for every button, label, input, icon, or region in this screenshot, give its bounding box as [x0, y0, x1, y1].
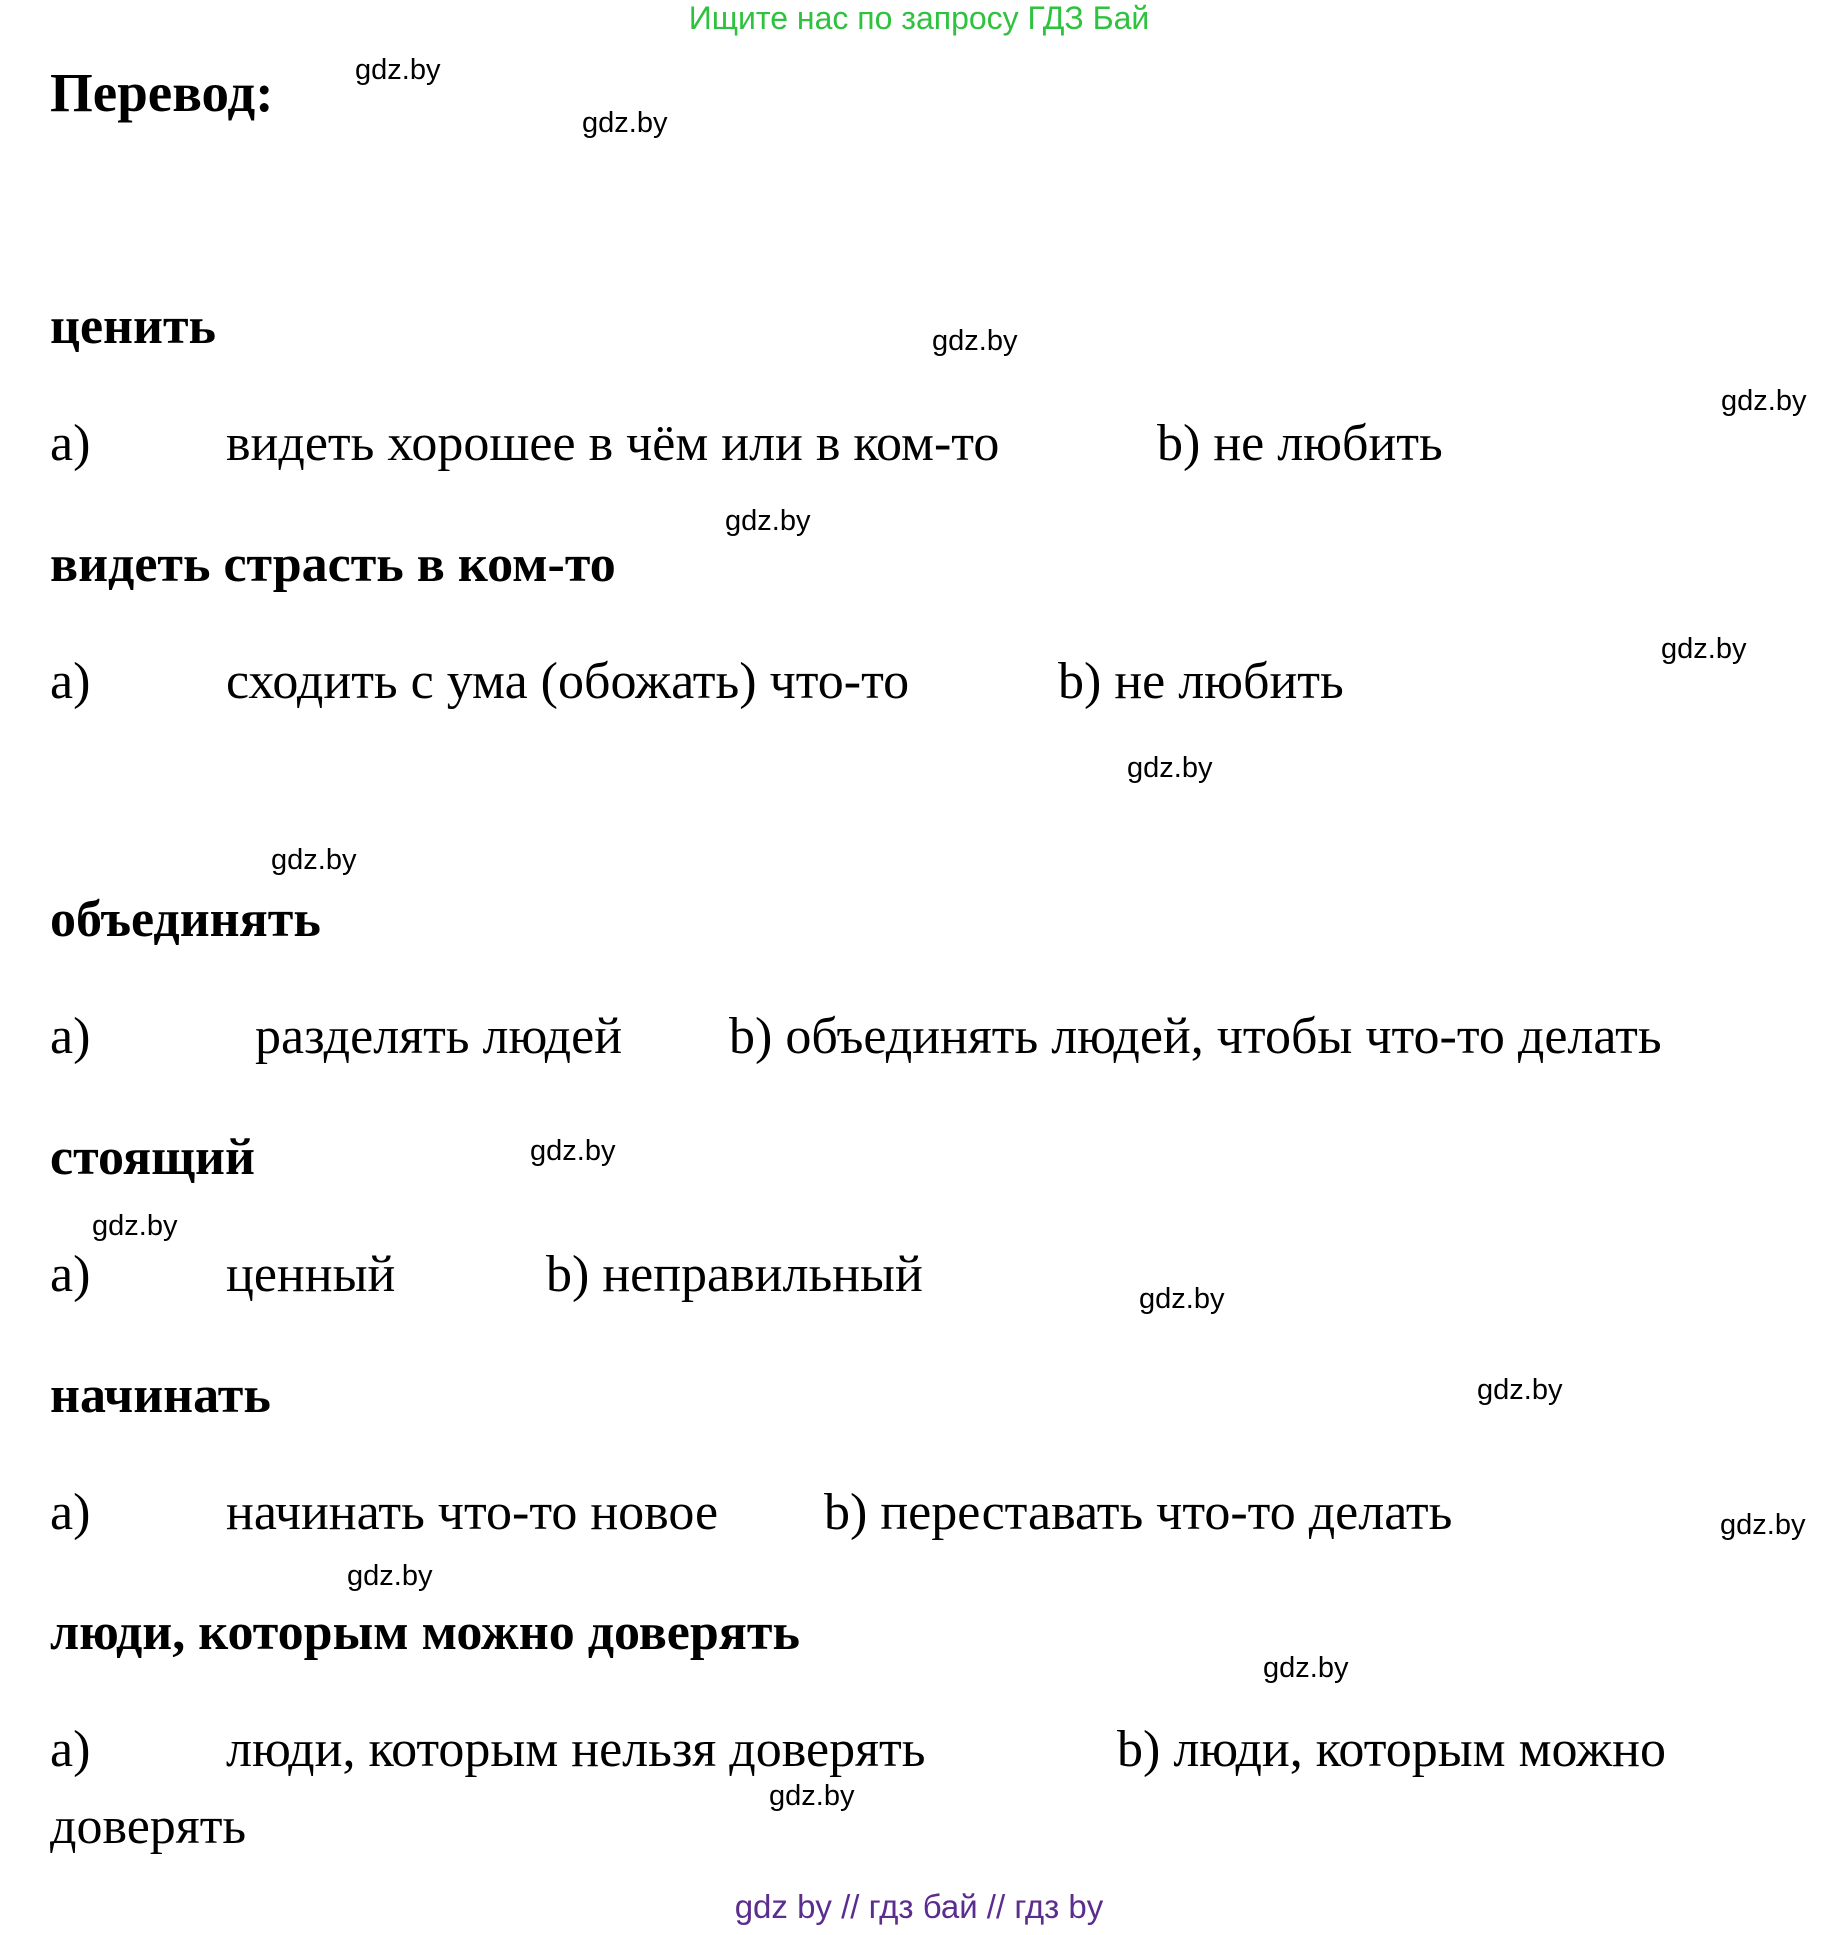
- option-b-text-5: b) переставать что-то делать: [824, 1484, 1453, 1541]
- watermark: gdz.by: [355, 54, 441, 86]
- option-b-continuation-6: доверять: [50, 1798, 247, 1855]
- term-1: ценить: [50, 298, 217, 355]
- watermark: gdz.by: [725, 505, 811, 537]
- watermark: gdz.by: [932, 325, 1018, 357]
- option-a-label-2: a): [50, 653, 91, 710]
- option-a-label-1: a): [50, 415, 91, 472]
- watermark: gdz.by: [347, 1560, 433, 1592]
- watermark: gdz.by: [1477, 1374, 1563, 1406]
- option-a-text-2: сходить с ума (обожать) что-то: [226, 653, 910, 710]
- term-3: объединять: [50, 891, 321, 948]
- term-2: видеть страсть в ком-то: [50, 536, 616, 593]
- option-b-text-2: b) не любить: [1058, 653, 1344, 710]
- option-a-text-4: ценный: [226, 1246, 396, 1303]
- watermark: gdz.by: [1661, 633, 1747, 665]
- page-title: Перевод:: [50, 62, 274, 123]
- option-b-text-3: b) объединять людей, чтобы что-то делать: [729, 1008, 1662, 1065]
- watermark: gdz.by: [271, 844, 357, 876]
- footer-links: gdz by // гдз бай // гдз by: [734, 1888, 1104, 1925]
- watermark: gdz.by: [1127, 752, 1213, 784]
- option-a-label-4: a): [50, 1246, 91, 1303]
- option-a-label-3: a): [50, 1008, 91, 1065]
- search-banner: Ищите нас по запросу ГДЗ Бай: [688, 0, 1150, 36]
- option-a-text-3: разделять людей: [255, 1008, 623, 1065]
- watermark: gdz.by: [1263, 1652, 1349, 1684]
- watermark: gdz.by: [92, 1210, 178, 1242]
- term-6: люди, которым можно доверять: [50, 1604, 800, 1661]
- term-5: начинать: [50, 1367, 271, 1424]
- watermark: gdz.by: [1139, 1283, 1225, 1315]
- option-a-text-5: начинать что-то новое: [226, 1484, 719, 1541]
- watermark: gdz.by: [1721, 385, 1807, 417]
- option-b-text-6: b) люди, которым можно: [1117, 1721, 1666, 1778]
- term-4: стоящий: [50, 1129, 255, 1186]
- watermark: gdz.by: [769, 1780, 855, 1812]
- option-a-label-6: a): [50, 1721, 91, 1778]
- option-b-text-1: b) не любить: [1157, 415, 1443, 472]
- option-b-text-4: b) неправильный: [546, 1246, 923, 1303]
- watermark: gdz.by: [530, 1135, 616, 1167]
- option-a-text-6: люди, которым нельзя доверять: [226, 1721, 926, 1778]
- option-a-text-1: видеть хорошее в чём или в ком-то: [226, 415, 1000, 472]
- watermark: gdz.by: [1720, 1509, 1806, 1541]
- watermark: gdz.by: [582, 107, 668, 139]
- option-a-label-5: a): [50, 1484, 91, 1541]
